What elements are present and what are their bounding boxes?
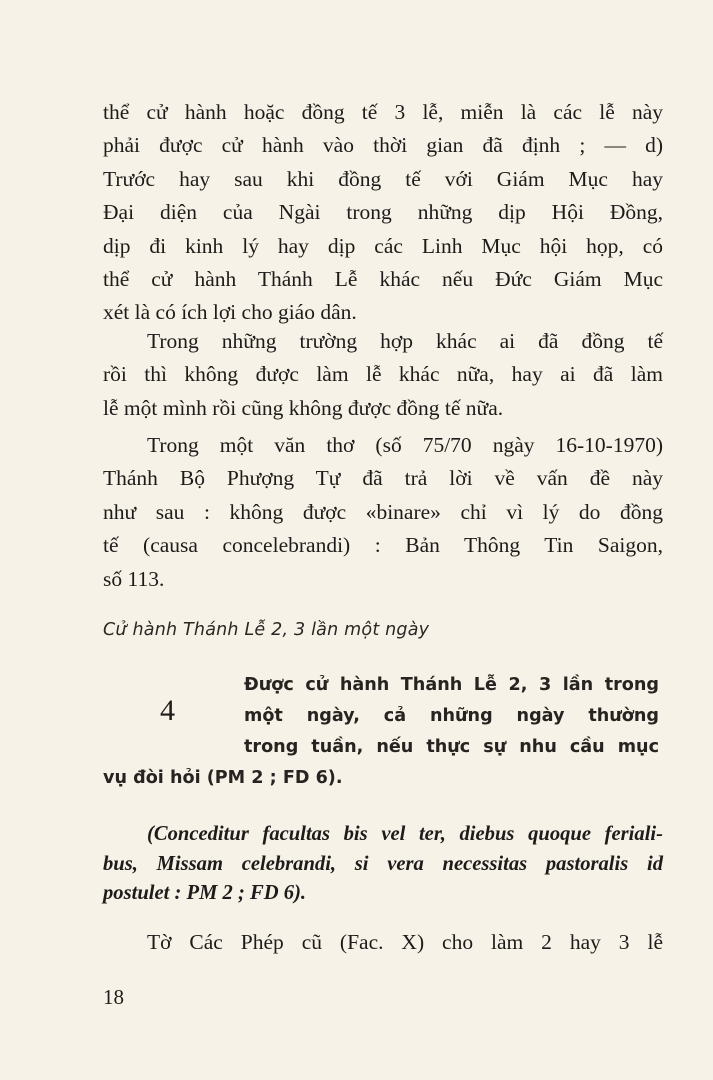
page-number: 18 [103,985,124,1009]
text-line: thể cử hành Thánh Lễ khác nếu Đức Giám Mục [103,267,663,292]
text-line: rồi thì không được làm lễ khác nữa, hay ai đã làm [103,362,663,387]
latin-text [103,820,663,909]
text-line: một ngày, cả những ngày thường [244,706,659,726]
canon-text [103,670,659,794]
text-line: Được cử hành Thánh Lễ 2, 3 lần trong [244,675,659,695]
text-line: bus, Missam celebrandi, si vera necessitas pastoralis id [103,852,663,875]
text-line: Thánh Bộ Phượng Tự đã trả lời về vấn đề này [103,466,663,491]
text-line: Trong những trường hợp khác ai đã đồng tế [147,329,663,353]
text-line: lễ một mình rồi cũng không được đồng tế nữa. [103,395,504,420]
canon-number: 4 [160,694,175,727]
text-line: thể cử hành hoặc đồng tế 3 lễ, miễn là các lễ này [103,100,663,124]
paragraph-1 [103,96,663,330]
text-line: Tờ Các Phép cũ (Fac. X) cho làm 2 hay 3 lễ [147,930,663,954]
text-line: Trong một văn thơ (số 75/70 ngày 16-10-1970) [147,433,663,457]
text-line: postulet : PM 2 ; FD 6). [103,882,307,904]
text-line: Đại diện của Ngài trong những dịp Hội Đồng, [103,200,663,225]
text-line: dịp đi kinh lý hay dịp các Linh Mục hội họp, có [103,233,663,258]
text-line: phải được cử hành vào thời gian đã định ; — d) [103,133,663,158]
text-line: như sau : không được «binare» chỉ vì lý do đồng [103,499,663,524]
paragraph-2 [103,325,663,425]
text-line: xét là có ích lợi cho giáo dân. [103,300,357,325]
text-line: trong tuần, nếu thực sự nhu cầu mục [244,737,659,757]
text-line: tế (causa concelebrandi) : Bản Thông Tin Saigon, [103,533,663,558]
section-heading: Cử hành Thánh Lễ 2, 3 lần một ngày [103,620,430,640]
paragraph-3 [103,429,663,596]
text-line: (Conceditur facultas bis vel ter, diebus quoque feriali- [147,823,663,845]
text-line: số 113. [103,566,165,591]
paragraph-4 [103,926,663,959]
text-line: Trước hay sau khi đồng tế với Giám Mục hay [103,166,663,191]
text-line: vụ đòi hỏi (PM 2 ; FD 6). [103,768,343,788]
